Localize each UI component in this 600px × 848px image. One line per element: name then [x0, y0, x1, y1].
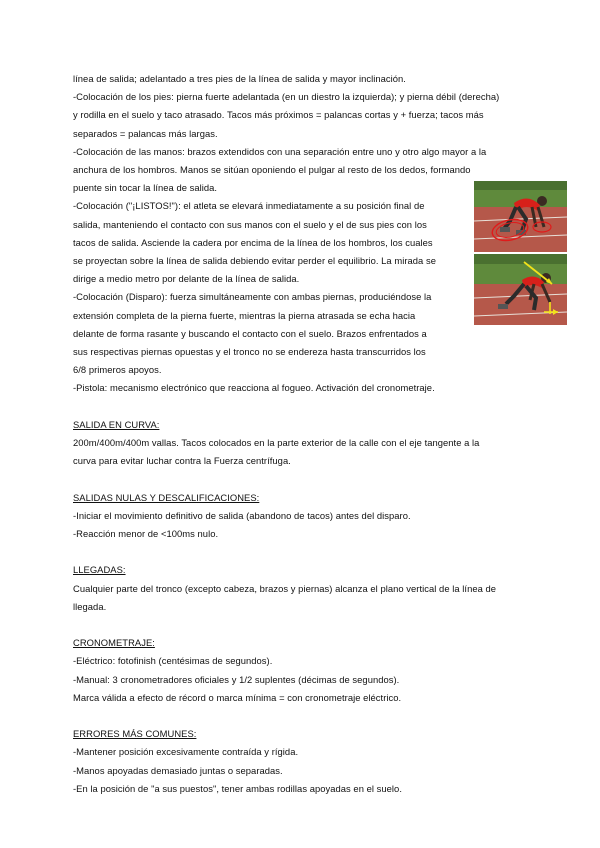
text-line: línea de salida; adelantado a tres pies de la línea de salida y mayor inclinación.	[73, 73, 406, 84]
section-heading: ERRORES MÁS COMUNES:	[73, 728, 197, 740]
text-line: puente sin tocar la línea de salida.	[73, 182, 218, 194]
section-heading: LLEGADAS:	[73, 564, 126, 576]
text-line: -Reacción menor de <100ms nulo.	[73, 528, 219, 540]
text-line: -Colocación ("¡LISTOS!"): el atleta se elevará inmediatamente a su posición final de	[73, 200, 425, 212]
text-line: tacos de salida. Asciende la cadera por encima de la línea de los hombros, los cuales	[73, 236, 433, 248]
text-line: -Manos apoyadas demasiado juntas o separadas.	[73, 764, 283, 776]
section-salidas-nulas	[73, 489, 533, 544]
text-line: separados = palancas más largas.	[73, 127, 218, 139]
text-line: -Manual: 3 cronometradores oficiales y 1/2 suplentes (décimas de segundos).	[73, 673, 400, 685]
text-line: delante de forma rasante y buscando el contacto con el suelo. Brazos enfrentados a	[73, 327, 427, 339]
text-line: anchura de los hombros. Manos se sitúan oponiendo el pulgar al resto de los dedos, formando	[73, 164, 471, 176]
text-line: -Colocación de los pies: pierna fuerte adelantada (en un diestro la izquierda); y pierna débil (derecha)	[73, 91, 500, 103]
intro-block	[73, 70, 533, 398]
text-line: 6/8 primeros apoyos.	[73, 364, 162, 376]
section-cronometraje	[73, 634, 533, 707]
text-line: -Mantener posición excesivamente contraída y rígida.	[73, 746, 299, 758]
text-line: -En la posición de "a sus puestos", tener ambas rodillas apoyadas en el suelo.	[73, 782, 402, 794]
text-line: se proyectan sobre la línea de salida debiendo evitar perder el equilibrio. La mirada se	[73, 255, 436, 267]
text-line: Cualquier parte del tronco (excepto cabeza, brazos y piernas) alcanza el plano vertical de la línea de	[73, 582, 497, 594]
document-page	[73, 70, 533, 798]
text-line: y rodilla en el suelo y taco atrasado. Tacos más próximos = palancas cortas y + fuerza; tacos más	[73, 109, 484, 121]
text-line: extensión completa de la pierna fuerte, mientras la pierna atrasada se echa hacia	[73, 309, 416, 321]
text-line: llegada.	[73, 600, 107, 612]
section-heading: SALIDAS NULAS Y DESCALIFICACIONES:	[73, 491, 260, 503]
text-line: salida, manteniendo el contacto con sus manos con el suelo y el de sus pies con los	[73, 218, 427, 230]
section-salida-en-curva	[73, 416, 533, 471]
section-llegadas	[73, 561, 533, 616]
section-heading: SALIDA EN CURVA:	[73, 418, 160, 430]
section-errores-comunes	[73, 725, 533, 798]
text-line: -Colocación de las manos: brazos extendidos con una separación entre uno y otro algo mayor a la	[73, 145, 487, 157]
photo-disparo-position	[474, 254, 567, 325]
text-line: sus respectivas piernas opuestas y el tronco no se endereza hasta transcurridos los	[73, 346, 426, 358]
text-line: 200m/400m/400m vallas. Tacos colocados en la parte exterior de la calle con el eje tangente a la	[73, 437, 480, 449]
text-line: dirige a medio metro por delante de la línea de salida.	[73, 273, 300, 285]
text-line: -Colocación (Disparo): fuerza simultáneamente con ambas piernas, produciéndose la	[73, 291, 432, 303]
text-line: Marca válida a efecto de récord o marca mínima = con cronometraje eléctrico.	[73, 691, 402, 703]
section-heading: CRONOMETRAJE:	[73, 637, 155, 649]
text-line: -Pistola: mecanismo electrónico que reacciona al fogueo. Activación del cronometraje.	[73, 382, 435, 394]
photo-listos-position	[474, 181, 567, 252]
text-line: -Eléctrico: fotofinish (centésimas de segundos).	[73, 655, 273, 667]
text-line: curva para evitar luchar contra la Fuerza centrífuga.	[73, 455, 291, 467]
text-line: -Iniciar el movimiento definitivo de salida (abandono de tacos) antes del disparo.	[73, 509, 411, 521]
